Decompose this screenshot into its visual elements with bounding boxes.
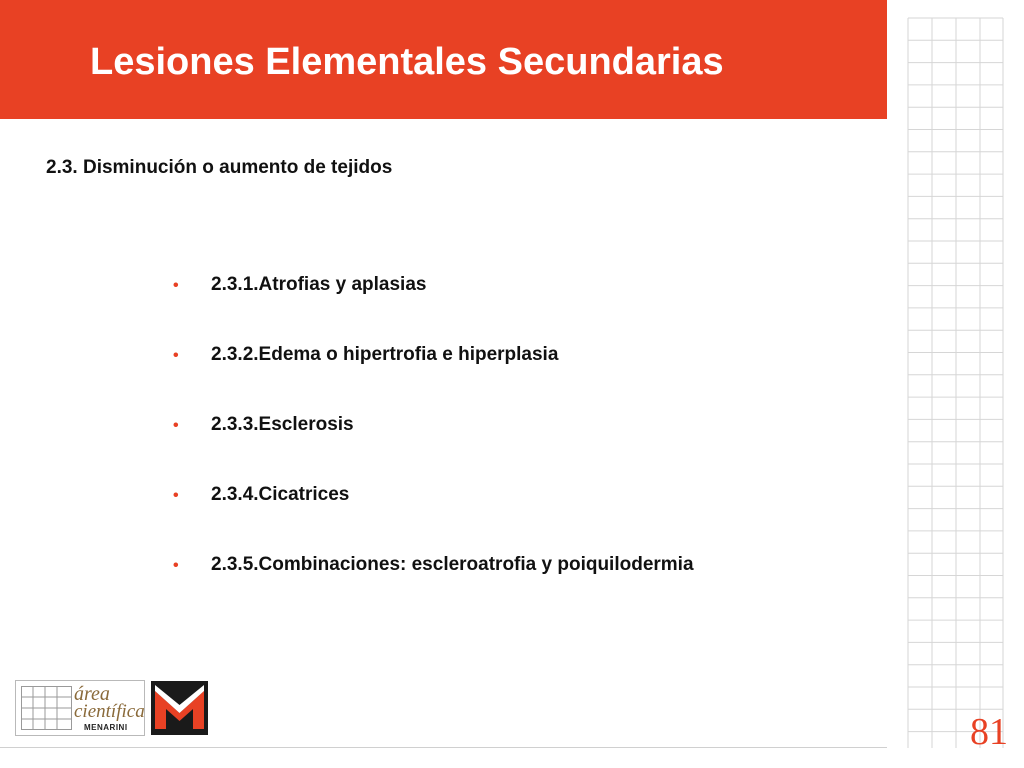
footer-divider	[0, 747, 887, 748]
list-item-text: 2.3.2.Edema o hipertrofia e hiperplasia	[211, 344, 559, 365]
slide-title: Lesiones Elementales Secundarias	[90, 41, 724, 83]
list-item	[173, 550, 694, 620]
area-cientifica-logo	[15, 680, 145, 736]
title-bar	[0, 0, 887, 119]
list-item-text: 2.3.1.Atrofias y aplasias	[211, 274, 427, 295]
list-item	[173, 270, 694, 340]
grid-decoration	[890, 0, 1024, 768]
list-item	[173, 340, 694, 410]
logo-text-menarini: MENARINI	[84, 723, 128, 732]
list-item	[173, 410, 694, 480]
menarini-m-logo	[151, 681, 208, 735]
logo-grid-icon	[21, 686, 79, 730]
logo-text-cientifica: científica	[74, 701, 145, 722]
list-item	[173, 480, 694, 550]
bullet-marker: •	[173, 417, 179, 434]
topic-list	[173, 270, 694, 620]
list-item-text: 2.3.3.Esclerosis	[211, 414, 354, 435]
bullet-marker: •	[173, 487, 179, 504]
list-item-text: 2.3.5.Combinaciones: escleroatrofia y poiquilodermia	[211, 554, 694, 575]
page-number: 81	[970, 711, 1008, 753]
bullet-marker: •	[173, 277, 179, 294]
bullet-marker: •	[173, 557, 179, 574]
list-item-text: 2.3.4.Cicatrices	[211, 484, 350, 505]
logo-text-area: área	[74, 683, 110, 705]
bullet-marker: •	[173, 347, 179, 364]
section-subtitle: 2.3. Disminución o aumento de tejidos	[46, 157, 393, 178]
